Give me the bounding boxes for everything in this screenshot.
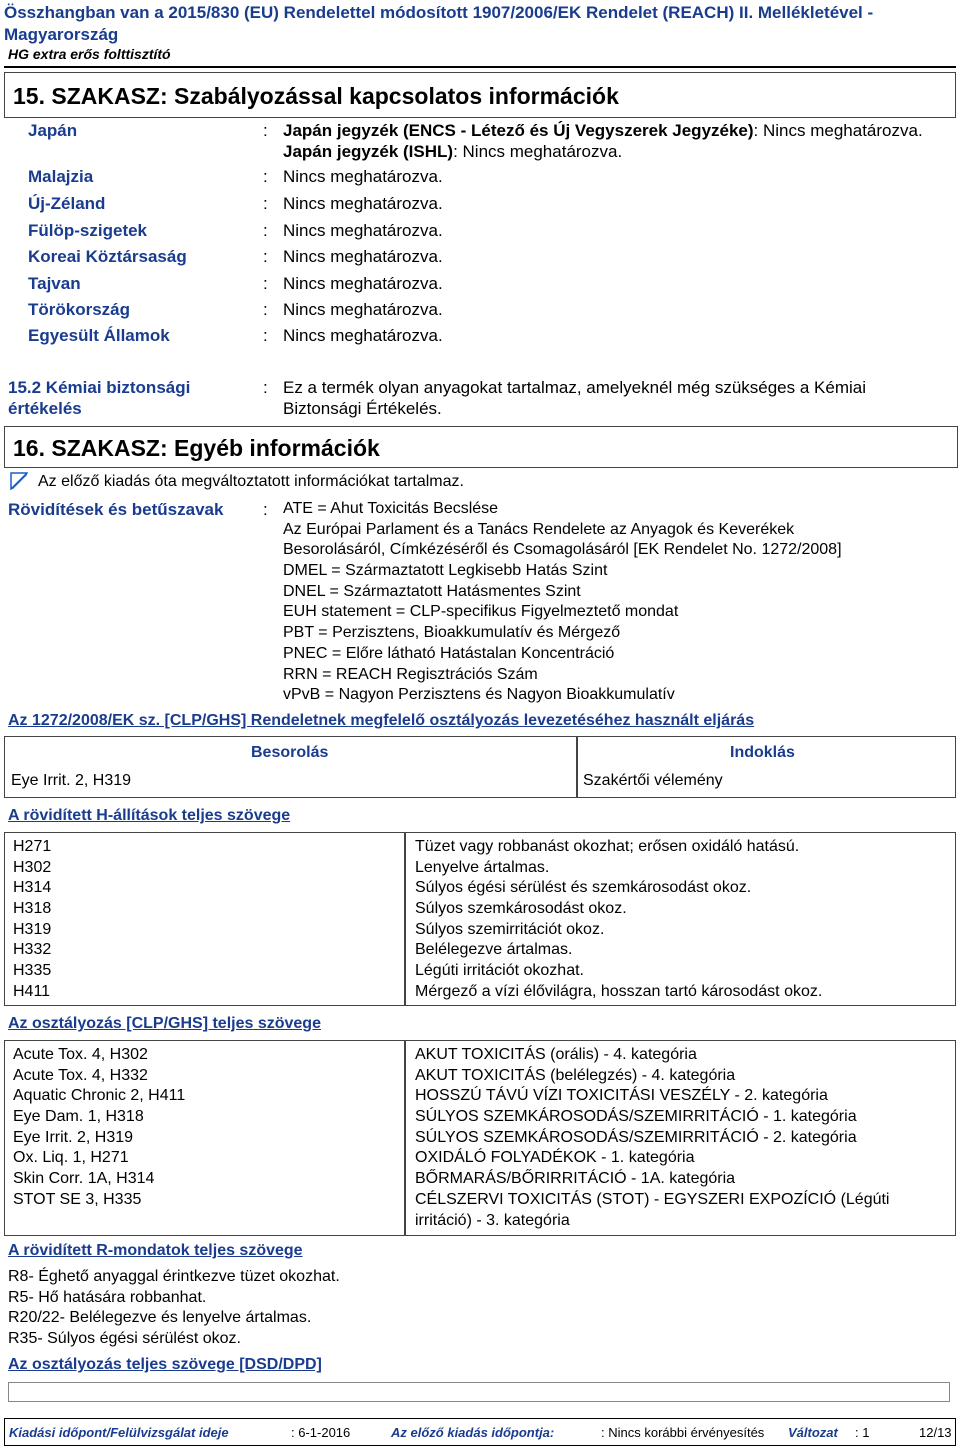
h-codes: H271 H302 H314 H318 H319 H332 H335 H411 bbox=[13, 838, 52, 1000]
clp-codes: Acute Tox. 4, H302 Acute Tox. 4, H332 Aquatic Chronic 2, H411 Eye Dam. 1, H318 Eye Irrit. 2, H319 Ox. Liq. 1, H271 Skin Corr. 1A, H314 STOT SE 3, H335 bbox=[13, 1046, 186, 1208]
reason-cell: Szakértői vélemény bbox=[583, 772, 723, 789]
dsd-table bbox=[8, 1382, 950, 1402]
classification-col-header: Besorolás bbox=[251, 744, 329, 761]
abbreviations-list: ATE = Ahut Toxicitás Becslése Az Európai Parlament és a Tanács Rendelete az Anyagok és Keverékek Besorolásáról, Címkézéséről és Csomagolásáról [EK Rendelet No. 1272/2008] DMEL = Származtatott Legkisebb Hatás Szint DNEL = Származtatott Hatásmentes Szint EUH statement = CLP-specifikus Figyelmeztető mondat PBT = Perzisztens, Bioakkumulatív és Mérgező PNEC = Előre látható Hatástalan Koncentráció RRN = REACH Regisztrációs Szám vPvB = Nagyon Perzisztens és Nagyon Bioakkumulatív bbox=[283, 500, 842, 704]
section-16-title: 16. SZAKASZ: Egyéb információk bbox=[4, 426, 958, 468]
h-statements-heading: A rövidített H-állítások teljes szövege bbox=[8, 807, 291, 824]
page-number: 12/13 bbox=[919, 1425, 952, 1440]
version-value: : 1 bbox=[855, 1425, 870, 1440]
csa-label: 15.2 Kémiai biztonsági értékelés bbox=[8, 378, 191, 418]
prev-issue-label: Az előző kiadás időpontja: bbox=[391, 1425, 555, 1440]
prev-issue-value: : Nincs korábbi érvényesítés bbox=[601, 1425, 765, 1440]
classification-table bbox=[4, 736, 956, 798]
classification-cell: Eye Irrit. 2, H319 bbox=[11, 772, 132, 789]
product-name: HG extra erős folttisztító bbox=[8, 46, 171, 62]
changed-info-note: Az előző kiadás óta megváltoztatott információkat tartalmaz. bbox=[38, 473, 464, 490]
document-header-title: Összhangban van a 2015/830 (EU) Rendelettel módosított 1907/2006/EK Rendelet (REACH) II. Mellékletével - Magyarország bbox=[4, 3, 874, 44]
change-marker-icon bbox=[10, 472, 28, 495]
japan-label: Japán bbox=[28, 121, 78, 140]
issue-date-label: Kiadási időpont/Felülvizsgálat ideje bbox=[9, 1425, 229, 1440]
page-footer bbox=[4, 1418, 956, 1446]
header-divider bbox=[4, 66, 956, 68]
clp-texts: AKUT TOXICITÁS (orális) - 4. kategória AKUT TOXICITÁS (belélegzés) - 4. kategória HOSSZÚ TÁVÚ VÍZI TOXICITÁSI VESZÉLY - 2. kategória SÚLYOS SZEMKÁROSODÁS/SZEMIRRITÁCIÓ - 1. kategória SÚLYOS SZEMKÁROSODÁS/SZEMIRRITÁCIÓ - 2. kategória OXIDÁLÓ FOLYADÉKOK - 1. kategória BŐRMARÁS/BŐRIRRITÁCIÓ - 1A. kategória CÉLSZERVI TOXICITÁS (STOT) - EGYSZERI EXPOZÍCIÓ (Légúti irritáció) - 3. kategória bbox=[415, 1046, 890, 1229]
version-label: Változat bbox=[788, 1425, 838, 1440]
r-phrases-heading: A rövidített R-mondatok teljes szövege bbox=[8, 1242, 303, 1259]
clp-heading: Az osztályozás [CLP/GHS] teljes szövege bbox=[8, 1015, 321, 1032]
section-15-title: 15. SZAKASZ: Szabályozással kapcsolatos információk bbox=[4, 72, 956, 118]
procedure-heading: Az 1272/2008/EK sz. [CLP/GHS] Rendeletnek megfelelő osztályozás levezetéséhez használt eljárás bbox=[8, 712, 755, 729]
clp-table bbox=[4, 1040, 956, 1236]
h-statements-table bbox=[4, 832, 956, 1006]
r-phrases-list: R8- Éghető anyaggal érintkezve tüzet okozhat. R5- Hő hatására robbanhat. R20/22- Belélegezve és lenyelve ártalmas. R35- Súlyos égési sérülést okoz. bbox=[8, 1268, 340, 1348]
reason-col-header: Indoklás bbox=[730, 744, 795, 761]
japan-values: Japán jegyzék (ENCS - Létező és Új Vegyszerek Jegyzéke): Nincs meghatározva. Japán jegyzék (ISHL): Nincs meghatározva. bbox=[283, 121, 923, 161]
abbreviations-label: Rövidítések és betűszavak bbox=[8, 500, 224, 519]
dsd-heading: Az osztályozás teljes szövege [DSD/DPD] bbox=[8, 1356, 322, 1373]
issue-date-value: : 6-1-2016 bbox=[291, 1425, 351, 1440]
h-texts: Tüzet vagy robbanást okozhat; erősen oxidáló hatású. Lenyelve ártalmas. Súlyos égési sérülést és szemkárosodást okoz. Súlyos szemkárosodást okoz. Súlyos szemirritációt okoz. Belélegezve ártalmas. Légúti irritációt okozhat. Mérgező a vízi élővilágra, hosszan tartó károsodást okoz. bbox=[415, 838, 823, 1000]
csa-value: Ez a termék olyan anyagokat tartalmaz, amelyeknél még szükséges a Kémiai Biztonsági Értékelés. bbox=[283, 378, 866, 418]
